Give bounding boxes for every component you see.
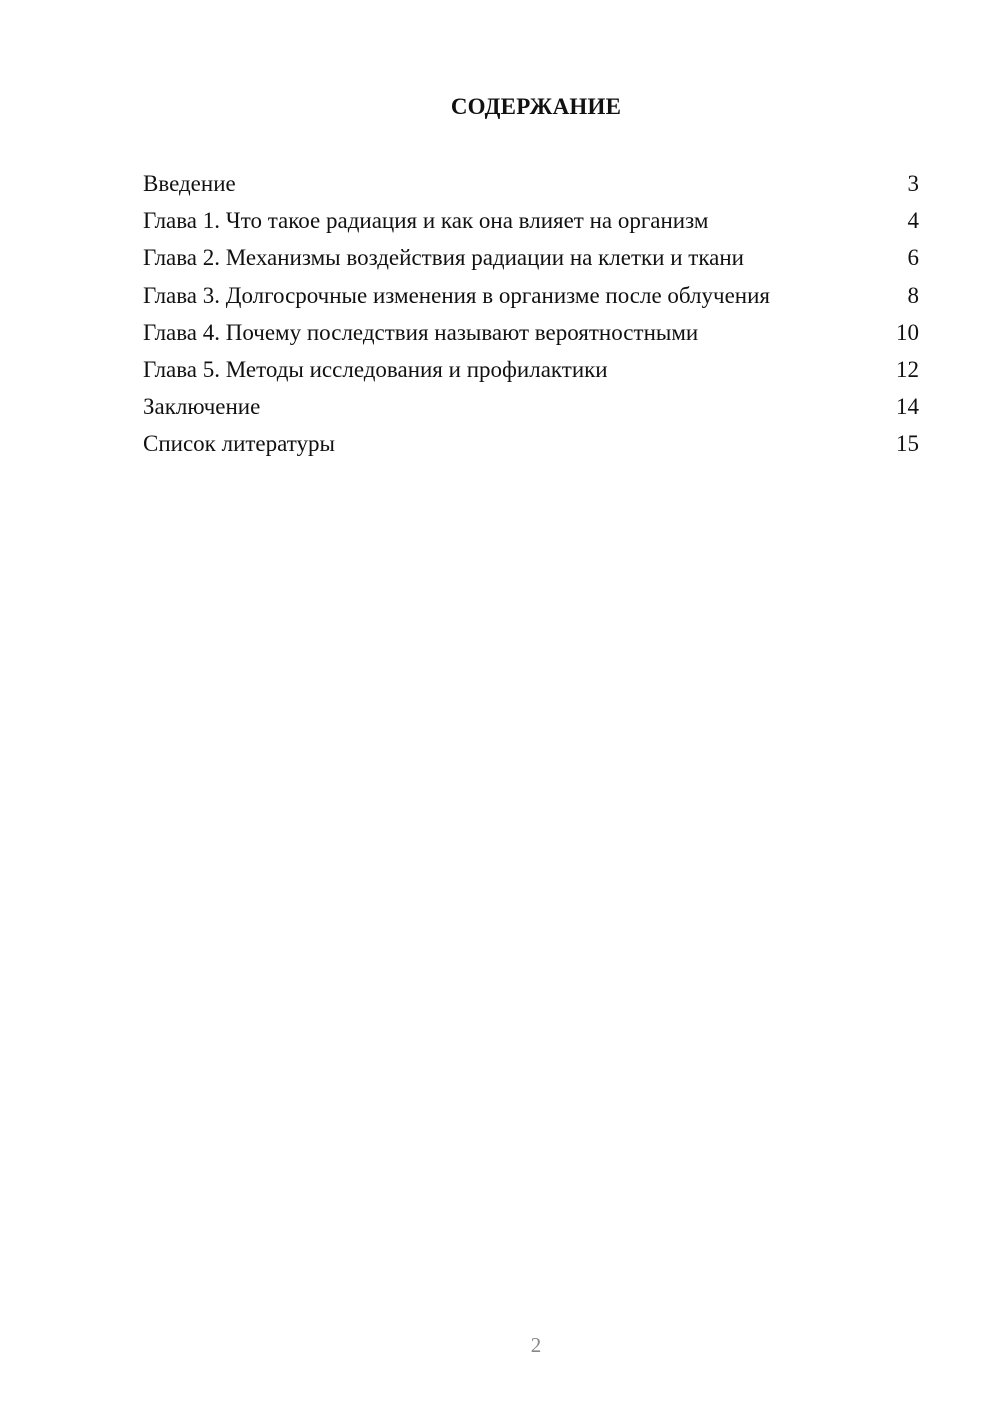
toc-entry-page: 14	[896, 394, 919, 420]
toc-entry-label: Список литературы	[143, 431, 335, 457]
toc-entry-page: 15	[896, 431, 919, 457]
toc-entry-chapter-5	[143, 354, 919, 391]
toc-entry-label: Глава 2. Механизмы воздействия радиации на клетки и ткани	[143, 245, 744, 271]
toc-entry-label: Введение	[143, 171, 236, 196]
toc-entry-chapter-1	[143, 205, 919, 242]
toc-entry-introduction	[143, 168, 919, 205]
toc-entry-chapter-3	[143, 280, 919, 317]
toc-entry-chapter-4	[143, 317, 919, 354]
toc-entry-label: Глава 5. Методы исследования и профилактики	[143, 356, 608, 382]
toc-entry-page: 6	[907, 245, 919, 271]
toc-entry-label: Заключение	[143, 394, 261, 420]
toc-entry-page: 8	[907, 282, 919, 308]
toc-entry-references	[143, 428, 919, 465]
toc-entry-conclusion	[143, 391, 919, 428]
toc-entry-label: Глава 3. Долгосрочные изменения в организме после облучения	[143, 282, 771, 308]
toc-entry-page: 4	[907, 208, 919, 234]
toc-entry-label: Глава 4. Почему последствия называют вероятностными	[143, 319, 699, 345]
toc-title: СОДЕРЖАНИЕ	[450, 94, 622, 119]
toc-entry-label: Глава 1. Что такое радиация и как она влияет на организм	[143, 208, 709, 234]
table-of-contents	[143, 168, 919, 466]
toc-entry-chapter-2	[143, 242, 919, 279]
toc-entry-page: 12	[896, 356, 919, 382]
page-number: 2	[530, 1333, 542, 1357]
toc-entry-page: 10	[896, 319, 919, 345]
toc-entry-page: 3	[907, 171, 919, 196]
